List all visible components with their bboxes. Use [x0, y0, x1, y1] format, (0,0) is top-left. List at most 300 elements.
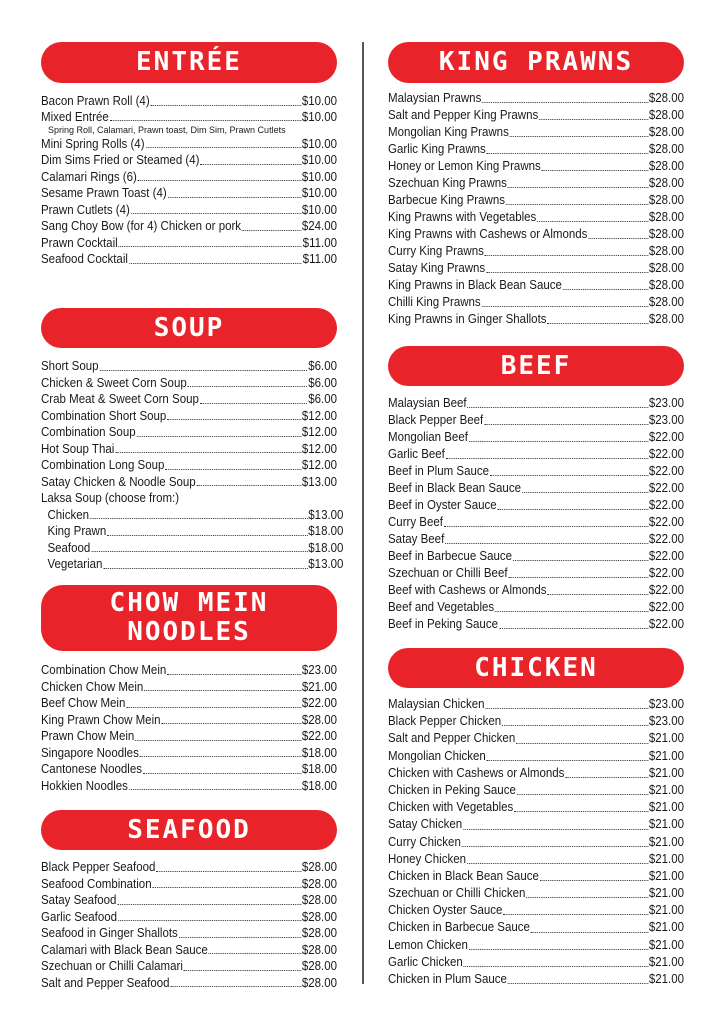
item-name: Barbecue King Prawns — [388, 193, 505, 207]
dot-leader — [165, 468, 301, 470]
menu-item-note: Spring Roll, Calamari, Prawn toast, Dim Sim, Prawn Cutlets — [48, 124, 286, 135]
dot-leader — [513, 559, 648, 561]
item-price: $18.00 — [301, 762, 338, 776]
item-price: $13.00 — [301, 474, 338, 489]
menu-item — [388, 748, 684, 765]
item-name: Beef and Vegetables — [388, 600, 495, 614]
dot-leader — [514, 810, 648, 812]
item-name: Hokkien Noodles — [41, 778, 128, 793]
item-name: Chicken in Plum Sauce — [388, 972, 507, 986]
item-price: $28.00 — [301, 909, 338, 924]
menu-item — [41, 523, 343, 540]
item-price: $22.00 — [301, 729, 338, 743]
dot-leader — [469, 948, 648, 950]
item-price: $12.00 — [301, 408, 338, 423]
dot-leader — [484, 423, 648, 425]
section-king-prawns — [388, 42, 684, 328]
dot-leader — [464, 965, 648, 967]
menu-item — [388, 919, 684, 936]
section-chicken — [388, 648, 684, 988]
menu-item — [41, 110, 337, 125]
dot-leader — [502, 724, 648, 726]
item-price: $28.00 — [301, 959, 338, 973]
item-name: King Prawns with Vegetables — [388, 210, 537, 224]
section-seafood — [41, 810, 337, 991]
menu-item — [388, 158, 684, 175]
dot-leader — [531, 931, 648, 933]
item-price: $21.00 — [648, 886, 685, 901]
item-name: Cantonese Noodles — [41, 762, 143, 776]
item-name: Sesame Prawn Toast (4) — [41, 186, 167, 200]
menu-item — [41, 169, 337, 186]
menu-item — [41, 441, 337, 458]
menu-item — [388, 243, 684, 260]
dot-leader — [119, 245, 302, 247]
dot-leader — [498, 508, 648, 510]
item-name: Beef in Plum Sauce — [388, 464, 490, 478]
section-soup — [41, 308, 344, 573]
item-price: $13.00 — [308, 507, 344, 522]
item-name: Mongolian Chicken — [388, 748, 486, 763]
dot-leader — [490, 474, 648, 476]
dot-leader — [508, 576, 647, 578]
menu-item — [41, 251, 337, 268]
banner-title: ENTRÉE — [136, 47, 242, 77]
item-name: Satay Chicken — [388, 817, 463, 832]
menu-item — [41, 375, 337, 392]
item-price: $10.00 — [301, 94, 338, 108]
dot-leader — [537, 220, 648, 222]
item-name: Malaysian Prawns — [388, 91, 482, 105]
dot-leader — [115, 451, 301, 453]
item-name: Chicken in Peking Sauce — [388, 782, 516, 797]
item-name: Curry Beef — [388, 515, 443, 529]
menu-item — [388, 141, 684, 158]
dot-leader — [542, 169, 648, 171]
dot-leader — [516, 742, 648, 744]
dot-leader — [167, 418, 301, 420]
dot-leader — [444, 525, 648, 527]
item-name: Szechuan or Chilli Calamari — [41, 959, 183, 973]
dot-leader — [540, 879, 648, 881]
dot-leader — [503, 913, 648, 915]
item-name: Beef Chow Mein — [41, 696, 126, 710]
item-name: Garlic Chicken — [388, 954, 463, 969]
item-price: $22.00 — [648, 600, 685, 614]
banner-beef — [388, 346, 684, 386]
item-name: Curry King Prawns — [388, 244, 484, 258]
menu-item — [388, 696, 684, 713]
item-price: $23.00 — [648, 413, 685, 427]
item-price: $28.00 — [648, 278, 685, 292]
item-price: $28.00 — [301, 942, 338, 957]
item-price: $21.00 — [648, 903, 685, 918]
menu-item — [388, 311, 684, 328]
menu-item — [41, 235, 337, 252]
item-name: King Prawns in Ginger Shallots — [388, 312, 547, 326]
item-price: $11.00 — [302, 252, 338, 266]
item-price: $28.00 — [648, 176, 685, 190]
item-name: Honey or Lemon King Prawns — [388, 159, 541, 173]
dot-leader — [495, 610, 648, 612]
item-name: Satay Seafood — [41, 893, 117, 907]
item-name: Szechuan or Chilli Chicken — [388, 886, 526, 901]
item-price: $13.00 — [308, 557, 344, 571]
dot-leader — [126, 706, 301, 708]
item-price: $18.00 — [308, 524, 344, 538]
item-price: $28.00 — [648, 244, 685, 258]
item-price: $10.00 — [301, 202, 338, 217]
item-name: Salt and Pepper Seafood — [41, 975, 170, 990]
item-price: $28.00 — [301, 893, 338, 907]
menu-item — [388, 412, 684, 429]
item-price: $18.00 — [308, 540, 344, 555]
banner-title: SOUP — [153, 312, 225, 343]
dot-leader — [161, 722, 300, 724]
item-name: Laksa Soup (choose from:) — [41, 491, 180, 505]
item-name: Beef in Oyster Sauce — [388, 498, 497, 512]
section-beef — [388, 346, 684, 633]
item-price: $21.00 — [648, 800, 685, 815]
menu-item — [388, 565, 684, 582]
dot-leader — [145, 146, 300, 148]
item-price: $22.00 — [648, 498, 685, 512]
menu-item — [41, 136, 337, 153]
menu-item — [388, 765, 684, 782]
item-price: $12.00 — [301, 441, 338, 456]
menu-list — [41, 358, 344, 573]
banner-title: KING PRAWNS — [438, 47, 634, 77]
menu-item — [41, 892, 337, 909]
banner-title: BEEF — [500, 350, 572, 381]
menu-item — [388, 294, 684, 311]
item-price: $28.00 — [301, 926, 338, 940]
item-price: $28.00 — [648, 312, 685, 326]
dot-leader — [179, 936, 301, 938]
banner-chow-mein — [41, 585, 337, 651]
item-price: $22.00 — [648, 566, 685, 580]
item-price: $21.00 — [648, 937, 685, 952]
menu-item — [388, 209, 684, 226]
dot-leader — [467, 862, 648, 864]
item-name: Beef with Cashews or Almonds — [388, 583, 547, 597]
dot-leader — [485, 254, 648, 256]
dot-leader — [110, 119, 301, 121]
menu-item — [41, 745, 337, 762]
menu-list — [41, 859, 337, 991]
item-price: $22.00 — [648, 481, 685, 495]
item-price: $22.00 — [648, 617, 685, 631]
menu-item — [388, 226, 684, 243]
menu-item — [41, 695, 337, 712]
dot-leader — [482, 305, 648, 307]
menu-item — [388, 730, 684, 747]
item-price: $28.00 — [648, 261, 685, 275]
column-divider — [362, 42, 364, 984]
menu-item — [41, 358, 337, 375]
dot-leader — [486, 271, 648, 273]
dot-leader — [508, 186, 648, 188]
item-price: $21.00 — [648, 851, 685, 866]
item-price: $21.00 — [648, 834, 685, 849]
item-price: $28.00 — [648, 295, 685, 309]
menu-item — [41, 679, 337, 696]
dot-leader — [153, 886, 301, 888]
menu-item — [388, 514, 684, 531]
section-chow-mein — [41, 585, 337, 794]
item-name: Chicken in Barbecue Sauce — [388, 920, 530, 935]
item-price: $6.00 — [308, 375, 338, 390]
menu-item — [388, 260, 684, 277]
item-name: King Prawn — [47, 524, 107, 538]
item-price: $22.00 — [648, 515, 685, 529]
menu-item — [41, 507, 343, 524]
banner-king-prawns — [388, 42, 684, 83]
menu-item — [388, 834, 684, 851]
item-name: Bacon Prawn Roll (4) — [41, 94, 150, 108]
item-name: Szechuan or Chilli Beef — [388, 566, 508, 580]
dot-leader — [482, 101, 648, 103]
dot-leader — [539, 118, 648, 120]
item-price: $23.00 — [648, 697, 685, 711]
item-price: $10.00 — [301, 153, 338, 167]
dot-leader — [197, 484, 301, 486]
menu-item — [388, 782, 684, 799]
dot-leader — [446, 457, 648, 459]
item-name: Malaysian Chicken — [388, 697, 485, 711]
item-price: $12.00 — [301, 425, 338, 439]
dot-leader — [188, 385, 308, 387]
item-price: $22.00 — [648, 430, 685, 444]
menu-item — [41, 778, 337, 795]
dot-leader — [103, 567, 307, 569]
item-name: Satay Beef — [388, 532, 445, 546]
menu-item — [388, 616, 684, 633]
menu-list — [388, 90, 684, 328]
dot-leader — [129, 788, 301, 790]
banner-entree — [41, 42, 337, 83]
item-price: $22.00 — [648, 532, 685, 546]
dot-leader — [517, 793, 648, 795]
menu-item — [388, 446, 684, 463]
item-price: $10.00 — [301, 186, 338, 200]
banner-soup — [41, 308, 337, 348]
menu-item — [41, 958, 337, 975]
item-name: Black Pepper Seafood — [41, 860, 156, 874]
item-price: $23.00 — [301, 663, 338, 677]
item-price: $21.00 — [648, 782, 685, 797]
item-name: Chicken with Vegetables — [388, 800, 514, 815]
dot-leader — [510, 135, 648, 137]
item-name: Sang Choy Bow (for 4) Chicken or pork — [41, 219, 242, 233]
dot-leader — [117, 903, 301, 905]
menu-item — [388, 937, 684, 954]
dot-leader — [138, 179, 301, 181]
menu-item-group-label — [41, 490, 337, 507]
item-price: $28.00 — [648, 227, 685, 241]
item-price: $24.00 — [301, 219, 338, 233]
dot-leader — [168, 196, 301, 198]
menu-item — [388, 582, 684, 599]
dot-leader — [463, 828, 648, 830]
dot-leader — [508, 982, 648, 984]
menu-item — [41, 942, 337, 959]
dot-leader — [547, 593, 647, 595]
dot-leader — [200, 402, 307, 404]
dot-leader — [469, 440, 648, 442]
menu-item — [41, 712, 337, 729]
item-price: $21.00 — [648, 817, 685, 832]
dot-leader — [565, 776, 648, 778]
dot-leader — [99, 369, 307, 371]
item-name: Chicken — [47, 507, 89, 522]
item-name: Prawn Cutlets (4) — [41, 202, 130, 217]
menu-item — [388, 463, 684, 480]
menu-item — [388, 107, 684, 124]
item-price: $21.00 — [648, 765, 685, 780]
dot-leader — [131, 212, 301, 214]
menu-item — [41, 93, 337, 110]
item-price: $10.00 — [301, 169, 338, 184]
menu-item — [41, 391, 337, 408]
item-price: $21.00 — [648, 868, 685, 883]
dot-leader — [140, 755, 301, 757]
item-name: Chicken in Black Bean Sauce — [388, 868, 539, 883]
menu-item — [41, 662, 337, 679]
menu-item — [388, 954, 684, 971]
dot-leader — [487, 152, 648, 154]
item-name: Crab Meat & Sweet Corn Soup — [41, 392, 199, 406]
dot-leader — [129, 262, 302, 264]
dot-leader — [506, 203, 648, 205]
dot-leader — [487, 759, 648, 761]
menu-item — [41, 424, 337, 441]
menu-item — [41, 408, 337, 425]
dot-leader — [200, 163, 301, 165]
menu-item — [388, 599, 684, 616]
item-name: Szechuan King Prawns — [388, 176, 507, 190]
item-price: $28.00 — [648, 210, 685, 224]
menu-item — [388, 531, 684, 548]
item-price: $12.00 — [301, 458, 338, 472]
menu-item — [41, 859, 337, 876]
dot-leader — [143, 772, 301, 774]
item-name: Garlic King Prawns — [388, 142, 486, 156]
dot-leader — [137, 435, 301, 437]
dot-leader — [144, 689, 301, 691]
item-name: Seafood Combination — [41, 876, 152, 891]
dot-leader — [107, 534, 307, 536]
dot-leader — [156, 870, 301, 872]
item-price: $28.00 — [648, 193, 685, 207]
item-name: Beef in Barbecue Sauce — [388, 549, 513, 563]
menu-list — [41, 93, 337, 268]
item-name: Satay King Prawns — [388, 261, 486, 275]
item-price: $28.00 — [648, 108, 685, 122]
menu-item — [41, 909, 337, 926]
dot-leader — [468, 406, 648, 408]
item-name: Mini Spring Rolls (4) — [41, 136, 145, 151]
item-name: King Prawn Chow Mein — [41, 712, 161, 727]
item-name: Seafood Cocktail — [41, 252, 128, 266]
item-name: King Prawns with Cashews or Almonds — [388, 227, 588, 241]
dot-leader — [526, 896, 648, 898]
dot-leader — [462, 845, 648, 847]
item-name: Black Pepper Chicken — [388, 714, 502, 729]
item-name: Hot Soup Thai — [41, 441, 115, 456]
item-name: Beef in Black Bean Sauce — [388, 481, 521, 495]
item-name: Mixed Entrée — [41, 109, 109, 124]
item-price: $23.00 — [648, 396, 685, 410]
dot-leader — [184, 969, 301, 971]
item-price: $21.00 — [648, 954, 685, 969]
item-price: $22.00 — [301, 696, 338, 710]
menu-item — [388, 971, 684, 988]
menu-item — [388, 480, 684, 497]
dot-leader — [90, 517, 307, 519]
item-price: $11.00 — [302, 235, 338, 250]
item-price: $22.00 — [648, 583, 685, 597]
menu-item — [388, 124, 684, 141]
item-name: Seafood — [47, 540, 91, 555]
banner-title-line1: CHOW MEIN — [109, 588, 269, 618]
menu-item — [388, 902, 684, 919]
item-name: Seafood in Ginger Shallots — [41, 926, 178, 940]
banner-title-line2: NOODLES — [127, 617, 251, 647]
menu-item — [388, 548, 684, 565]
dot-leader — [209, 952, 301, 954]
menu-item — [388, 713, 684, 730]
item-name: Chicken & Sweet Corn Soup — [41, 375, 187, 390]
item-name: Chilli King Prawns — [388, 295, 481, 309]
dot-leader — [135, 739, 301, 741]
menu-item — [41, 556, 343, 573]
menu-item — [41, 975, 337, 992]
item-price: $21.00 — [648, 731, 685, 746]
menu-item — [41, 457, 337, 474]
menu-item — [41, 218, 337, 235]
dot-leader — [91, 550, 307, 552]
item-price: $18.00 — [301, 778, 338, 793]
item-price: $18.00 — [301, 745, 338, 760]
item-name: Dim Sims Fried or Steamed (4) — [41, 153, 200, 167]
item-name: Combination Short Soup — [41, 408, 167, 423]
section-entree — [41, 42, 337, 268]
item-name: King Prawns in Black Bean Sauce — [388, 278, 562, 292]
banner-title: CHICKEN — [474, 652, 598, 683]
item-price: $6.00 — [308, 359, 338, 373]
item-price: $28.00 — [648, 125, 685, 139]
item-name: Honey Chicken — [388, 851, 466, 866]
menu-item — [388, 885, 684, 902]
item-name: Salt and Pepper King Prawns — [388, 108, 539, 122]
item-name: Chicken Oyster Sauce — [388, 903, 503, 918]
item-name: Malaysian Beef — [388, 396, 467, 410]
menu-list — [388, 395, 684, 633]
item-price: $28.00 — [648, 142, 685, 156]
item-price: $28.00 — [301, 975, 338, 990]
item-name: Chicken with Cashews or Almonds — [388, 765, 565, 780]
menu-item — [388, 799, 684, 816]
dot-leader — [563, 288, 648, 290]
item-price: $23.00 — [648, 714, 685, 729]
menu-item — [41, 925, 337, 942]
item-name: Calamari with Black Bean Sauce — [41, 942, 208, 957]
item-price: $10.00 — [301, 136, 338, 151]
menu-item — [388, 277, 684, 294]
dot-leader — [547, 322, 647, 324]
menu-item — [388, 816, 684, 833]
